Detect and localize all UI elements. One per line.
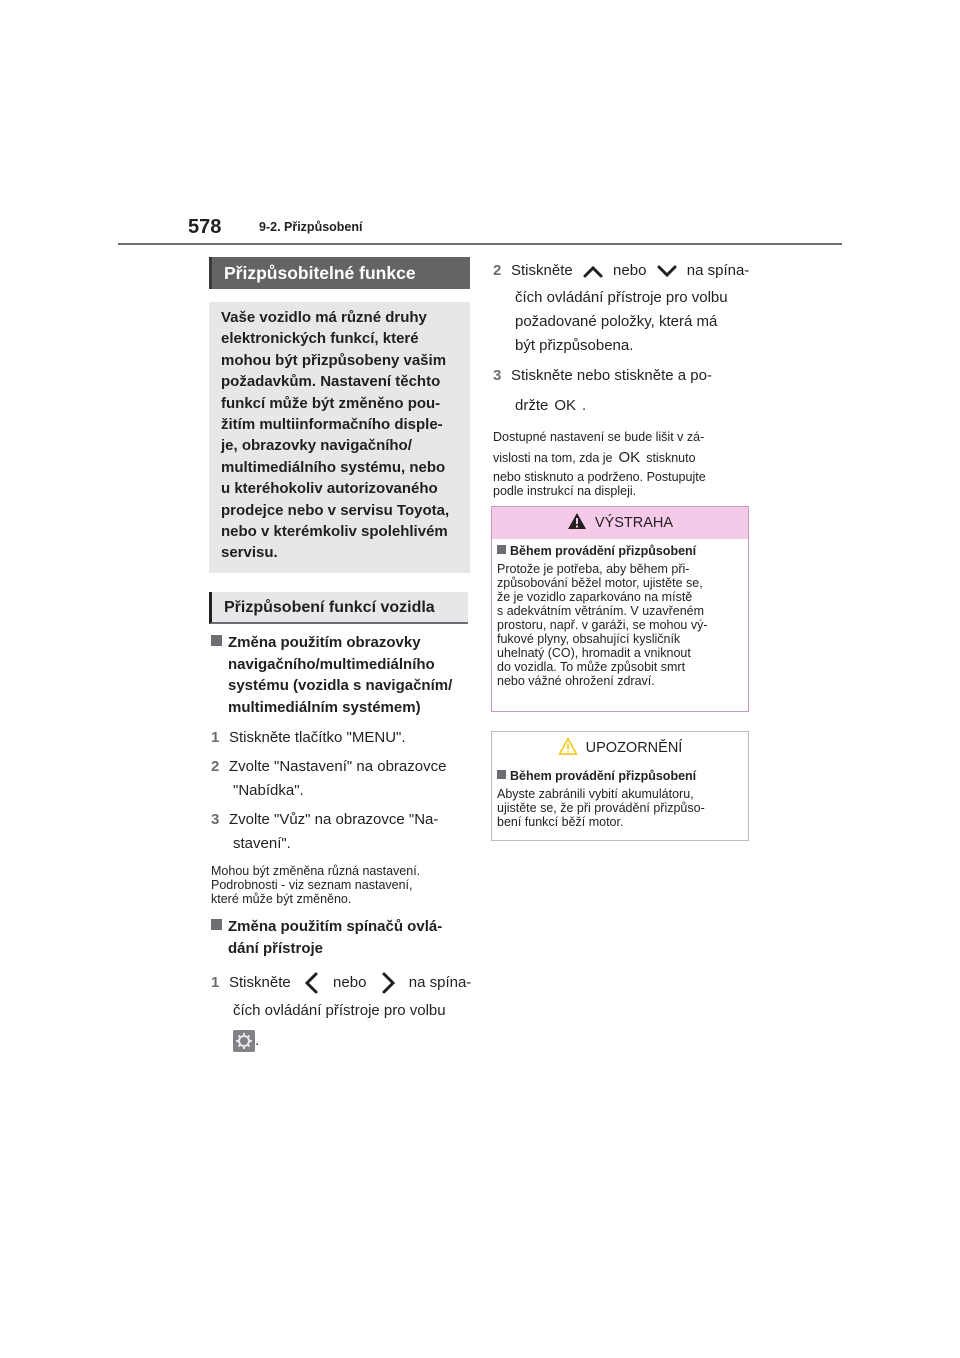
note-block: Mohou být změněna různá nastavení. Podrobnosti - viz seznam nastavení, které může být změněno. xyxy=(211,864,421,906)
chevron-up-icon xyxy=(582,263,604,279)
step-continuation: držte OK . xyxy=(493,394,755,418)
step-continuation: čích ovládání přístroje pro volbu xyxy=(233,1002,446,1019)
section-title: 9-2. Přizpůsobení xyxy=(259,220,363,234)
notice-header: UPOZORNĚNÍ xyxy=(492,732,748,764)
chevron-left-icon xyxy=(301,971,323,995)
intro-line: je, obrazovky navigačního/ xyxy=(221,437,412,455)
subheading-line: Změna použitím obrazovky xyxy=(228,634,421,651)
heading-vehicle-customization: Přizpůsobení funkcí vozidla xyxy=(209,592,468,624)
step-continuation: čích ovládání přístroje pro volbu xyxy=(515,289,728,306)
heading-customizable-features: Přizpůsobitelné funkce xyxy=(209,257,470,289)
notice-text: Abyste zabránili vybití akumulátoru, ujistěte se, že při provádění přizpůso- bení funkcí běží motor. xyxy=(497,787,705,829)
warning-header: VÝSTRAHA xyxy=(492,507,748,539)
note-block: Dostupné nastavení se bude lišit v zá- vislosti na tom, zda je OK stisknuto nebo stisknuto a podrženo. Postupujte podle instrukcí na displeji. xyxy=(493,430,706,498)
intro-line: servisu. xyxy=(221,544,278,562)
chevron-right-icon xyxy=(377,971,399,995)
step-continuation: . xyxy=(211,1029,473,1053)
warning-box: VÝSTRAHA Během provádění přizpůsobení Protože je potřeba, aby během při- způsobování běžel motor, ujistěte se, že je vozidlo zaparkováno na místě s adekvátním větráním. V uzavřeném prostoru, např. v garáži, se mohou vý- fukové plyny, obsahující kysličník uhelnatý (CO), hromadit a vniknout do vozidla. To může způsobit smrt nebo vážné ohrožení zdraví. xyxy=(491,506,749,712)
square-bullet-icon xyxy=(211,919,222,930)
subheading-line: systému (vozidla s navigačním/ xyxy=(228,677,453,694)
step-continuation: být přizpůsobena. xyxy=(515,337,634,354)
ok-button-icon: OK xyxy=(618,449,641,466)
intro-line: Vaše vozidlo má různé druhy xyxy=(221,309,427,326)
subheading-line: navigačního/multimediálního xyxy=(228,655,435,673)
intro-line: mohou být přizpůsobeny vašim xyxy=(221,351,447,369)
intro-line: u kteréhokoliv autorizovaného xyxy=(221,480,438,498)
subheading-line: multimediálním systémem) xyxy=(228,698,421,716)
intro-line: nebo v kterémkoliv spolehlivém xyxy=(221,523,448,541)
right-steps xyxy=(493,258,755,498)
intro-line: funkcí může být změněno pou- xyxy=(221,394,441,412)
step-item: 2 Zvolte "Nastavení" na obrazovce xyxy=(211,758,447,775)
chevron-down-icon xyxy=(656,263,678,279)
step-continuation: požadované položky, která má xyxy=(515,313,718,330)
page-number: 578 xyxy=(188,216,222,238)
step-item: 3 Stiskněte nebo stiskněte a po- xyxy=(493,367,712,384)
subheading-line: Změna použitím spínačů ovlá- xyxy=(228,918,443,935)
step-item: 2 Stiskněte nebo na spína- xyxy=(493,262,750,279)
caution-triangle-icon xyxy=(558,737,578,755)
square-bullet-icon xyxy=(497,770,506,779)
intro-line: žitím multiinformačního disple- xyxy=(221,416,443,434)
intro-line: elektronických funkcí, které xyxy=(221,330,419,348)
step-continuation: stavení". xyxy=(233,835,291,852)
intro-line: prodejce nebo v servisu Toyota, xyxy=(221,501,450,519)
step-item: 1 Stiskněte nebo na spína- xyxy=(211,969,473,997)
square-bullet-icon xyxy=(497,545,506,554)
subheading-line: dání přístroje xyxy=(228,939,324,957)
square-bullet-icon xyxy=(211,635,222,646)
step-item: 3 Zvolte "Vůz" na obrazovce "Na- xyxy=(211,811,439,828)
subsection-navigation-screen xyxy=(211,632,473,1053)
step-continuation: "Nabídka". xyxy=(233,782,304,799)
ok-button-icon: OK xyxy=(554,397,577,414)
warning-triangle-icon xyxy=(567,512,587,530)
header-divider xyxy=(118,243,842,245)
intro-line: multimediálního systému, nebo xyxy=(221,458,446,476)
notice-box: UPOZORNĚNÍ Během provádění přizpůsobení Abyste zabránili vybití akumulátoru, ujistěte se, že při provádění přizpůso- bení funkcí běží motor. xyxy=(491,731,749,841)
warning-text: Protože je potřeba, aby během při- způsobování běžel motor, ujistěte se, že je vozidlo zaparkováno na místě s adekvátním větráním. V uzavřeném prostoru, např. v garáži, se mohou vý- fukové plyny, obsahující kysličník uhelnatý (CO), hromadit a vniknout do vozidla. To může způsobit smrt nebo vážné ohrožení zdraví. xyxy=(497,562,708,688)
intro-box xyxy=(209,302,470,573)
intro-line: požadavkům. Nastavení těchto xyxy=(221,373,441,391)
settings-gear-icon xyxy=(233,1030,255,1052)
step-item: 1 Stiskněte tlačítko "MENU". xyxy=(211,729,406,746)
